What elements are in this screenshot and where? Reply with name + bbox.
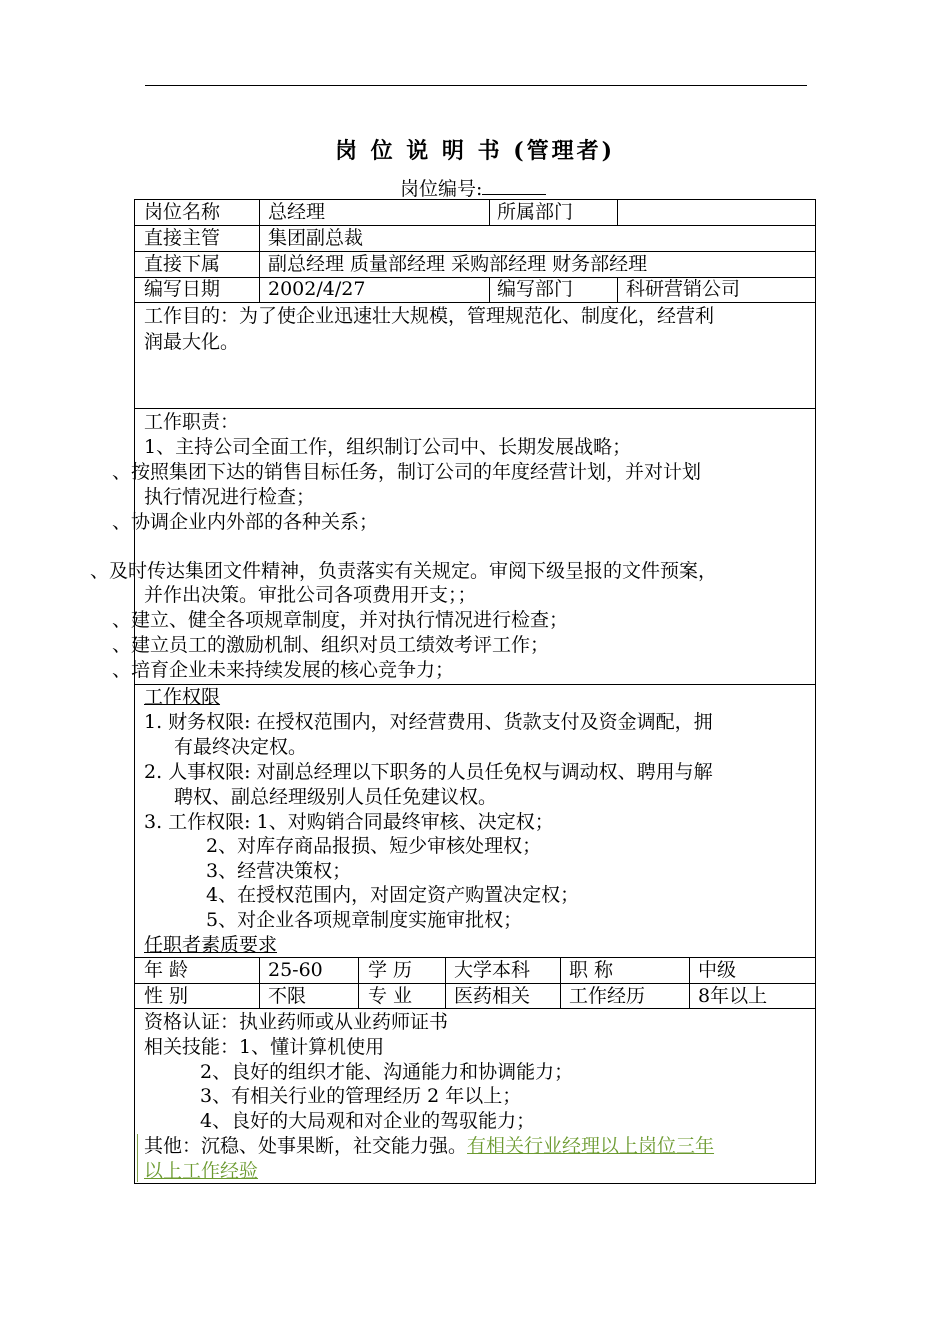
row-divider [134,408,816,409]
qualifications-heading: 任职者素质要求 [144,934,278,956]
gender-value: 不限 [268,985,307,1007]
authority-item: 2. 人事权限: 对副总经理以下职务的人员任免权与调动权、聘用与解 [144,761,713,783]
authority-item-continued: 有最终决定权。 [174,736,308,758]
skill-item: 3、有相关行业的管理经历 2 年以上； [200,1085,522,1107]
title-value: 中级 [698,959,737,981]
other-link-text-continued[interactable]: 以上工作经验 [144,1160,259,1182]
other-link-text[interactable]: 有相关行业经理以上岗位三年 [467,1135,715,1157]
department-label: 所属部门 [497,201,574,223]
age-label: 年 龄 [144,959,189,981]
purpose-line-1: 工作目的：为了使企业迅速壮大规模，管理规范化、制度化，经营利 [144,305,715,327]
position-code [400,174,546,201]
duty-item: 、协调企业内外部的各种关系； [112,511,379,533]
position-code-blank[interactable] [482,176,546,195]
col-divider [617,199,618,225]
authority-heading: 工作权限 [144,686,221,708]
authority-subitem: 3、经营决策权； [206,860,352,882]
col-divider [489,199,490,225]
col-divider [489,277,490,302]
age-value: 25-60 [268,959,323,981]
authority-subitem: 2、对库存商品报损、短少审核处理权； [206,835,542,857]
skill-item: 相关技能：1、懂计算机使用 [144,1036,385,1058]
direct-supervisor-value: 集团副总裁 [268,227,364,249]
education-value: 大学本科 [454,959,531,981]
written-date-label: 编写日期 [144,278,221,300]
row-divider [134,225,816,226]
position-name-label: 岗位名称 [144,201,221,223]
authority-subitem: 4、在授权范围内，对固定资产购置决定权； [206,884,580,906]
experience-label: 工作经历 [569,985,646,1007]
other-requirements [144,1134,714,1158]
col-divider [617,277,618,302]
major-label: 专 业 [368,985,413,1007]
major-value: 医药相关 [454,985,531,1007]
position-name-value: 总经理 [268,201,326,223]
purpose-line-2: 润最大化。 [144,331,240,353]
authority-item: 1. 财务权限: 在授权范围内，对经营费用、货款支付及资金调配，拥 [144,711,713,733]
written-dept-value: 科研营销公司 [626,278,741,300]
written-dept-label: 编写部门 [497,278,574,300]
gender-label: 性 别 [144,985,189,1007]
written-date-value: 2002/4/27 [268,278,366,300]
duty-item: 、及时传达集团文件精神，负责落实有关规定。审阅下级呈报的文件预案， [90,560,718,582]
skill-item: 4、良好的大局观和对企业的驾驭能力； [200,1110,536,1132]
authority-item-continued: 聘权、副总经理级别人员任免建议权。 [174,786,498,808]
other-text: 其他：沉稳、处事果断，社交能力强。 [144,1135,468,1157]
col-divider [689,957,690,1008]
duty-item: 、按照集团下达的销售目标任务，制订公司的年度经营计划，并对计划 [112,461,702,483]
row-divider [134,684,816,685]
duty-item: 、建立员工的激励机制、组织对员工绩效考评工作； [112,634,550,656]
duty-item: 、培育企业未来持续发展的核心竞争力； [112,659,455,681]
position-code-label: 岗位编号: [400,178,483,200]
row-divider [134,302,816,303]
duty-item-continued: 执行情况进行检查； [144,486,316,508]
direct-supervisor-label: 直接主管 [144,227,221,249]
certification: 资格认证：执业药师或从业药师证书 [144,1011,449,1033]
revision-marker [137,1134,138,1182]
col-divider [445,957,446,1008]
col-divider [358,957,359,1008]
authority-subitem: 5、对企业各项规章制度实施审批权； [206,909,523,931]
subordinates-value: 副总经理 质量部经理 采购部经理 财务部经理 [268,253,648,275]
experience-value: 8年以上 [698,985,768,1007]
education-label: 学 历 [368,959,413,981]
row-divider [134,1008,816,1009]
title-label: 职 称 [569,959,614,981]
col-divider [259,957,260,1008]
col-divider [259,199,260,302]
subordinates-label: 直接下属 [144,253,221,275]
duties-heading: 工作职责： [144,411,240,433]
authority-item: 3. 工作权限: 1、对购销合同最终审核、决定权； [144,811,554,833]
skill-item: 2、良好的组织才能、沟通能力和协调能力； [200,1061,574,1083]
duty-item: 1、主持公司全面工作，组织制订公司中、长期发展战略； [144,436,632,458]
duty-item-continued: 并作出决策。审批公司各项费用开支；； [144,584,477,606]
header-rule [145,85,807,86]
col-divider [560,957,561,1008]
document-title: 岗 位 说 明 书 (管理者) [334,138,616,164]
duty-item: 、建立、健全各项规章制度，并对执行情况进行检查； [112,609,569,631]
